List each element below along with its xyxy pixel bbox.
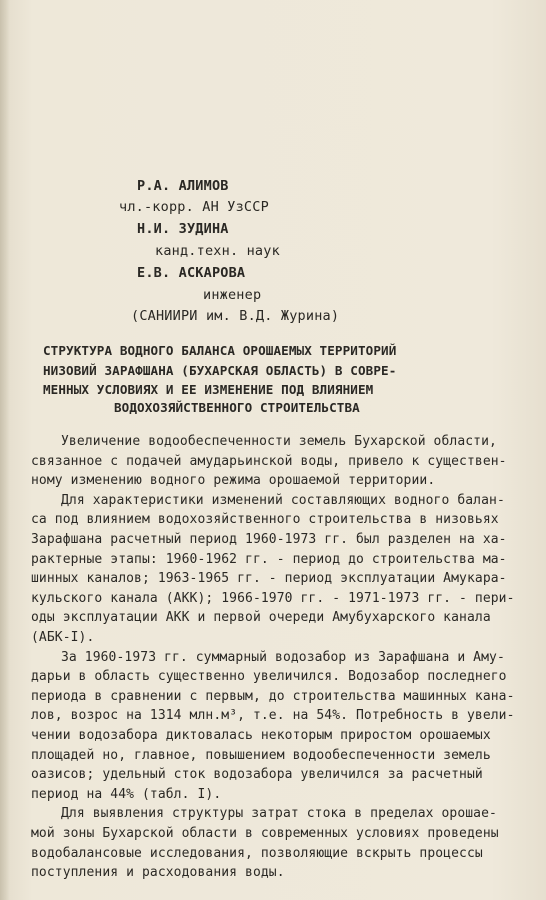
body-line: Для характеристики изменений составляющих водного балан-	[61, 492, 505, 508]
title-line-4: ВОДОХОЗЯЙСТВЕННОГО СТРОИТЕЛЬСТВА	[114, 400, 360, 415]
body-line: связанное с подачей амударьинской воды, привело к существен-	[31, 453, 507, 469]
body-line: (АБК-I).	[31, 630, 95, 645]
body-line: лов, возрос на 1314 млн.м³, т.е. на 54%. Потребность в увели-	[31, 708, 515, 724]
title-line-3: МЕННЫХ УСЛОВИЯХ И ЕЕ ИЗМЕНЕНИЕ ПОД ВЛИЯНИЕМ	[43, 382, 374, 397]
author-2-title: канд.техн. наук	[155, 243, 280, 259]
author-1-name: Р.А. АЛИМОВ	[137, 178, 229, 194]
body-line: шинных каналов; 1963-1965 гг. - период эксплуатации Амукара-	[31, 571, 507, 587]
body-line: Зарафшана расчетный период 1960-1973 гг. был разделен на ха-	[31, 532, 507, 547]
author-3-name: Е.В. АСКАРОВА	[137, 265, 246, 281]
body-line: водобалансовые исследования, позволяющие вскрыть процессы	[31, 845, 483, 861]
body-line: дарьи в область существенно увеличился. Водозабор последнего	[31, 669, 507, 685]
body-line: Увеличение водообеспеченности земель Бухарской области,	[61, 434, 497, 449]
body-line: поступления и расходования воды.	[31, 865, 285, 881]
body-line: оазисов; удельный сток водозабора увеличился за расчетный	[31, 767, 483, 783]
body-line: чении водозабора диктовалась некоторым приростом орошаемых	[31, 728, 491, 743]
body-line: Для выявления структуры затрат стока в пределах орошае-	[61, 806, 497, 822]
title-line-1: СТРУКТУРА ВОДНОГО БАЛАНСА ОРОШАЕМЫХ ТЕРРИТОРИЙ	[43, 343, 397, 358]
author-1-title: чл.-корр. АН УзССР	[119, 199, 269, 215]
body-line: са под влиянием водохозяйственного строительства в низовьях	[31, 512, 499, 528]
body-line: оды эксплуатации АКК и первой очереди Амубухарского канала	[31, 610, 491, 626]
body-line: кульского канала (АКК); 1966-1970 гг. - 1971-1973 гг. - пери-	[31, 590, 515, 606]
body-line: ному изменению водного режима орошаемой территории.	[31, 473, 436, 489]
institute: (САНИИРИ им. В.Д. Журина)	[131, 308, 340, 324]
body-line: площадей но, главное, повышением водообеспеченности земель	[31, 747, 491, 763]
body-line: рактерные этапы: 1960-1962 гг. - период до строительства ма-	[31, 551, 507, 567]
author-2-name: Н.И. ЗУДИНА	[137, 221, 229, 237]
body-line: периода в сравнении с первым, до строительства машинных кана-	[31, 688, 515, 704]
author-3-title: инженер	[203, 287, 262, 303]
body-line: За 1960-1973 гг. суммарный водозабор из Зарафшана и Аму-	[61, 649, 505, 665]
body-line: мой зоны Бухарской области в современных условиях проведены	[31, 826, 499, 841]
title-line-2: НИЗОВИЙ ЗАРАФШАНА (БУХАРСКАЯ ОБЛАСТЬ) В СОВРЕ-	[43, 363, 397, 378]
body-line: период на 44% (табл. I).	[31, 786, 222, 802]
